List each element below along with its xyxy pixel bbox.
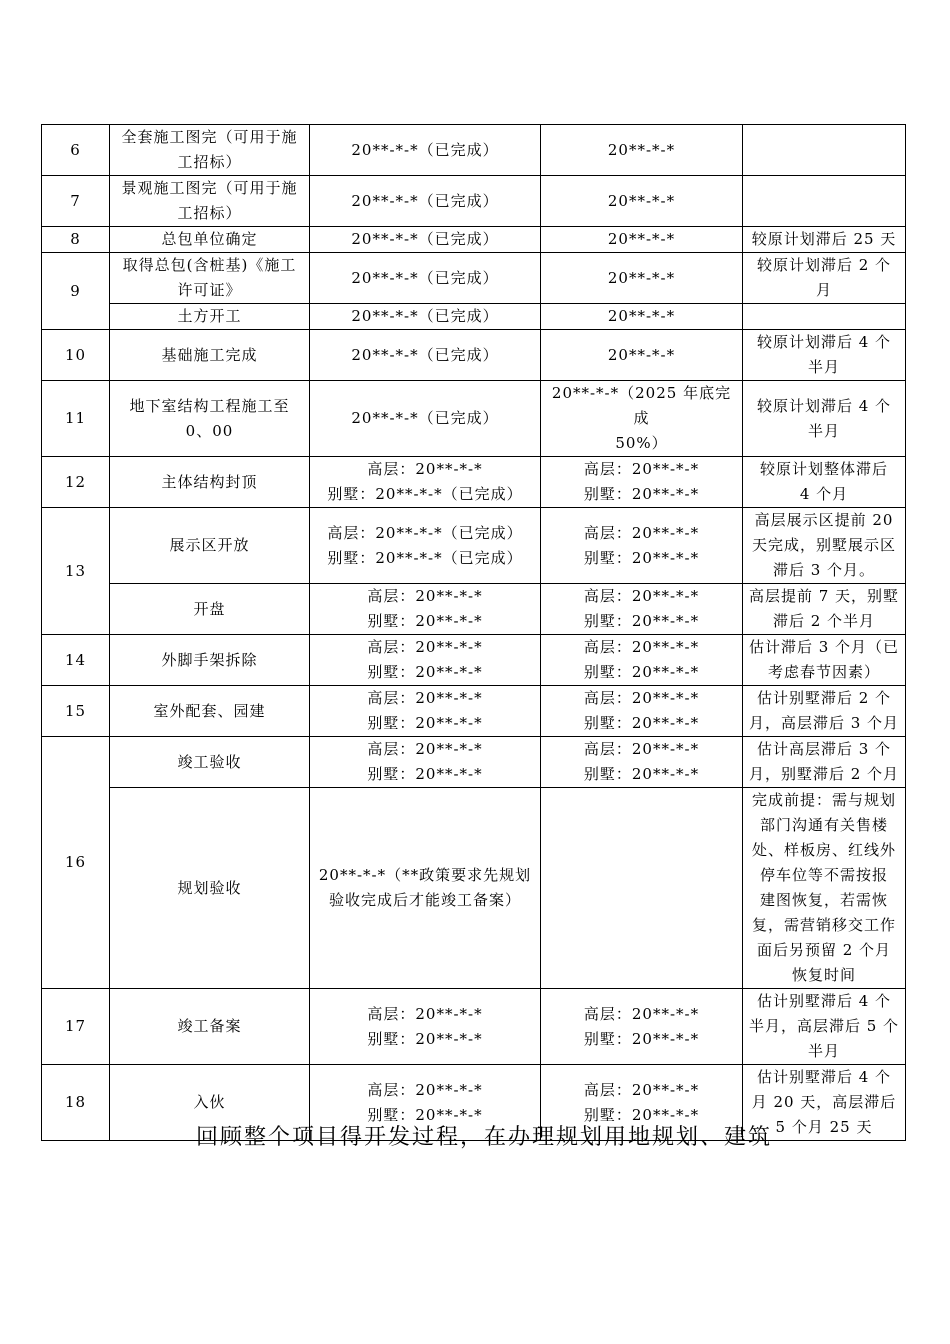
row-number: 12 xyxy=(42,457,110,508)
plan-date-cell: 高层：20**-*-* 别墅：20**-*-* xyxy=(310,686,541,737)
row-number: 15 xyxy=(42,686,110,737)
task-cell: 开盘 xyxy=(110,584,310,635)
task-cell: 竣工验收 xyxy=(110,737,310,788)
actual-date-cell: 20**-*-* xyxy=(541,253,743,304)
note-cell: 估计滞后 3 个月（已 考虑春节因素） xyxy=(743,635,906,686)
note-cell xyxy=(743,304,906,330)
table-row xyxy=(42,686,906,737)
plan-date-cell: 20**-*-*（已完成） xyxy=(310,381,541,457)
actual-date-cell: 高层：20**-*-* 别墅：20**-*-* xyxy=(541,989,743,1065)
table-row xyxy=(42,508,906,584)
note-cell: 较原计划整体滞后 4 个月 xyxy=(743,457,906,508)
note-cell xyxy=(743,176,906,227)
table-row xyxy=(42,989,906,1065)
note-cell: 估计别墅滞后 4 个 月 20 天，高层滞后 5 个月 25 天 xyxy=(743,1065,906,1141)
row-number: 9 xyxy=(42,253,110,330)
plan-date-cell: 高层：20**-*-* 别墅：20**-*-* xyxy=(310,737,541,788)
row-number: 10 xyxy=(42,330,110,381)
note-cell: 较原计划滞后 4 个 半月 xyxy=(743,381,906,457)
note-cell: 估计高层滞后 3 个 月，别墅滞后 2 个月 xyxy=(743,737,906,788)
closing-paragraph: 回顾整个项目得开发过程，在办理规划用地规划、建筑 xyxy=(196,1125,773,1150)
table-row xyxy=(42,330,906,381)
actual-date-cell: 20**-*-* xyxy=(541,176,743,227)
task-cell: 外脚手架拆除 xyxy=(110,635,310,686)
task-cell: 地下室结构工程施工至 0、00 xyxy=(110,381,310,457)
actual-date-cell: 20**-*-* xyxy=(541,330,743,381)
actual-date-cell: 高层：20**-*-* 别墅：20**-*-* xyxy=(541,737,743,788)
note-cell: 高层展示区提前 20 天完成，别墅展示区 滞后 3 个月。 xyxy=(743,508,906,584)
actual-date-cell: 高层：20**-*-* 别墅：20**-*-* xyxy=(541,635,743,686)
plan-date-cell: 20**-*-*（已完成） xyxy=(310,253,541,304)
actual-date-cell: 20**-*-*（2025 年底完成 50%） xyxy=(541,381,743,457)
table-row xyxy=(42,788,906,989)
plan-date-cell: 高层：20**-*-*（已完成） 别墅：20**-*-*（已完成） xyxy=(310,508,541,584)
plan-date-cell: 20**-*-*（已完成） xyxy=(310,176,541,227)
actual-date-cell: 高层：20**-*-* 别墅：20**-*-* xyxy=(541,508,743,584)
plan-date-cell: 高层：20**-*-* 别墅：20**-*-*（已完成） xyxy=(310,457,541,508)
note-cell: 较原计划滞后 2 个 月 xyxy=(743,253,906,304)
table-row xyxy=(42,635,906,686)
note-cell xyxy=(743,125,906,176)
plan-date-cell: 高层：20**-*-* 别墅：20**-*-* xyxy=(310,635,541,686)
task-cell: 室外配套、园建 xyxy=(110,686,310,737)
actual-date-cell xyxy=(541,788,743,989)
note-cell: 高层提前 7 天，别墅 滞后 2 个半月 xyxy=(743,584,906,635)
note-cell: 完成前提：需与规划 部门沟通有关售楼 处、样板房、红线外 停车位等不需按报 建图恢复，若需恢 复，需营销移交工作 面后另预留 2 个月 恢复时间 xyxy=(743,788,906,989)
task-cell: 取得总包(含桩基)《施工 许可证》 xyxy=(110,253,310,304)
table-row xyxy=(42,737,906,788)
row-number: 8 xyxy=(42,227,110,253)
plan-date-cell: 20**-*-*（已完成） xyxy=(310,330,541,381)
table-row xyxy=(42,227,906,253)
plan-date-cell: 高层：20**-*-* 别墅：20**-*-* xyxy=(310,1065,541,1141)
plan-date-cell: 高层：20**-*-* 别墅：20**-*-* xyxy=(310,584,541,635)
plan-date-cell: 20**-*-*（已完成） xyxy=(310,125,541,176)
row-number: 13 xyxy=(42,508,110,635)
actual-date-cell: 20**-*-* xyxy=(541,304,743,330)
task-cell: 主体结构封顶 xyxy=(110,457,310,508)
actual-date-cell: 高层：20**-*-* 别墅：20**-*-* xyxy=(541,584,743,635)
task-cell: 入伙 xyxy=(110,1065,310,1141)
task-cell: 景观施工图完（可用于施 工招标） xyxy=(110,176,310,227)
row-number: 18 xyxy=(42,1065,110,1141)
task-cell: 展示区开放 xyxy=(110,508,310,584)
plan-date-cell: 20**-*-*（已完成） xyxy=(310,227,541,253)
table-row xyxy=(42,381,906,457)
task-cell: 基础施工完成 xyxy=(110,330,310,381)
schedule-table-container xyxy=(41,124,905,1141)
row-number: 6 xyxy=(42,125,110,176)
table-row xyxy=(42,125,906,176)
task-cell: 总包单位确定 xyxy=(110,227,310,253)
row-number: 14 xyxy=(42,635,110,686)
actual-date-cell: 高层：20**-*-* 别墅：20**-*-* xyxy=(541,686,743,737)
table-row xyxy=(42,176,906,227)
actual-date-cell: 高层：20**-*-* 别墅：20**-*-* xyxy=(541,457,743,508)
plan-date-cell: 高层：20**-*-* 别墅：20**-*-* xyxy=(310,989,541,1065)
schedule-table xyxy=(41,124,906,1141)
actual-date-cell: 20**-*-* xyxy=(541,227,743,253)
task-cell: 全套施工图完（可用于施 工招标） xyxy=(110,125,310,176)
row-number: 7 xyxy=(42,176,110,227)
plan-date-cell: 20**-*-*（**政策要求先规划 验收完成后才能竣工备案） xyxy=(310,788,541,989)
table-row xyxy=(42,253,906,304)
row-number: 17 xyxy=(42,989,110,1065)
table-row xyxy=(42,304,906,330)
table-row xyxy=(42,584,906,635)
actual-date-cell: 高层：20**-*-* 别墅：20**-*-* xyxy=(541,1065,743,1141)
task-cell: 竣工备案 xyxy=(110,989,310,1065)
note-cell: 较原计划滞后 4 个 半月 xyxy=(743,330,906,381)
note-cell: 估计别墅滞后 4 个 半月，高层滞后 5 个 半月 xyxy=(743,989,906,1065)
note-cell: 较原计划滞后 25 天 xyxy=(743,227,906,253)
row-number: 11 xyxy=(42,381,110,457)
actual-date-cell: 20**-*-* xyxy=(541,125,743,176)
task-cell: 规划验收 xyxy=(110,788,310,989)
note-cell: 估计别墅滞后 2 个 月，高层滞后 3 个月 xyxy=(743,686,906,737)
plan-date-cell: 20**-*-*（已完成） xyxy=(310,304,541,330)
row-number: 16 xyxy=(42,737,110,989)
table-row xyxy=(42,457,906,508)
task-cell: 土方开工 xyxy=(110,304,310,330)
